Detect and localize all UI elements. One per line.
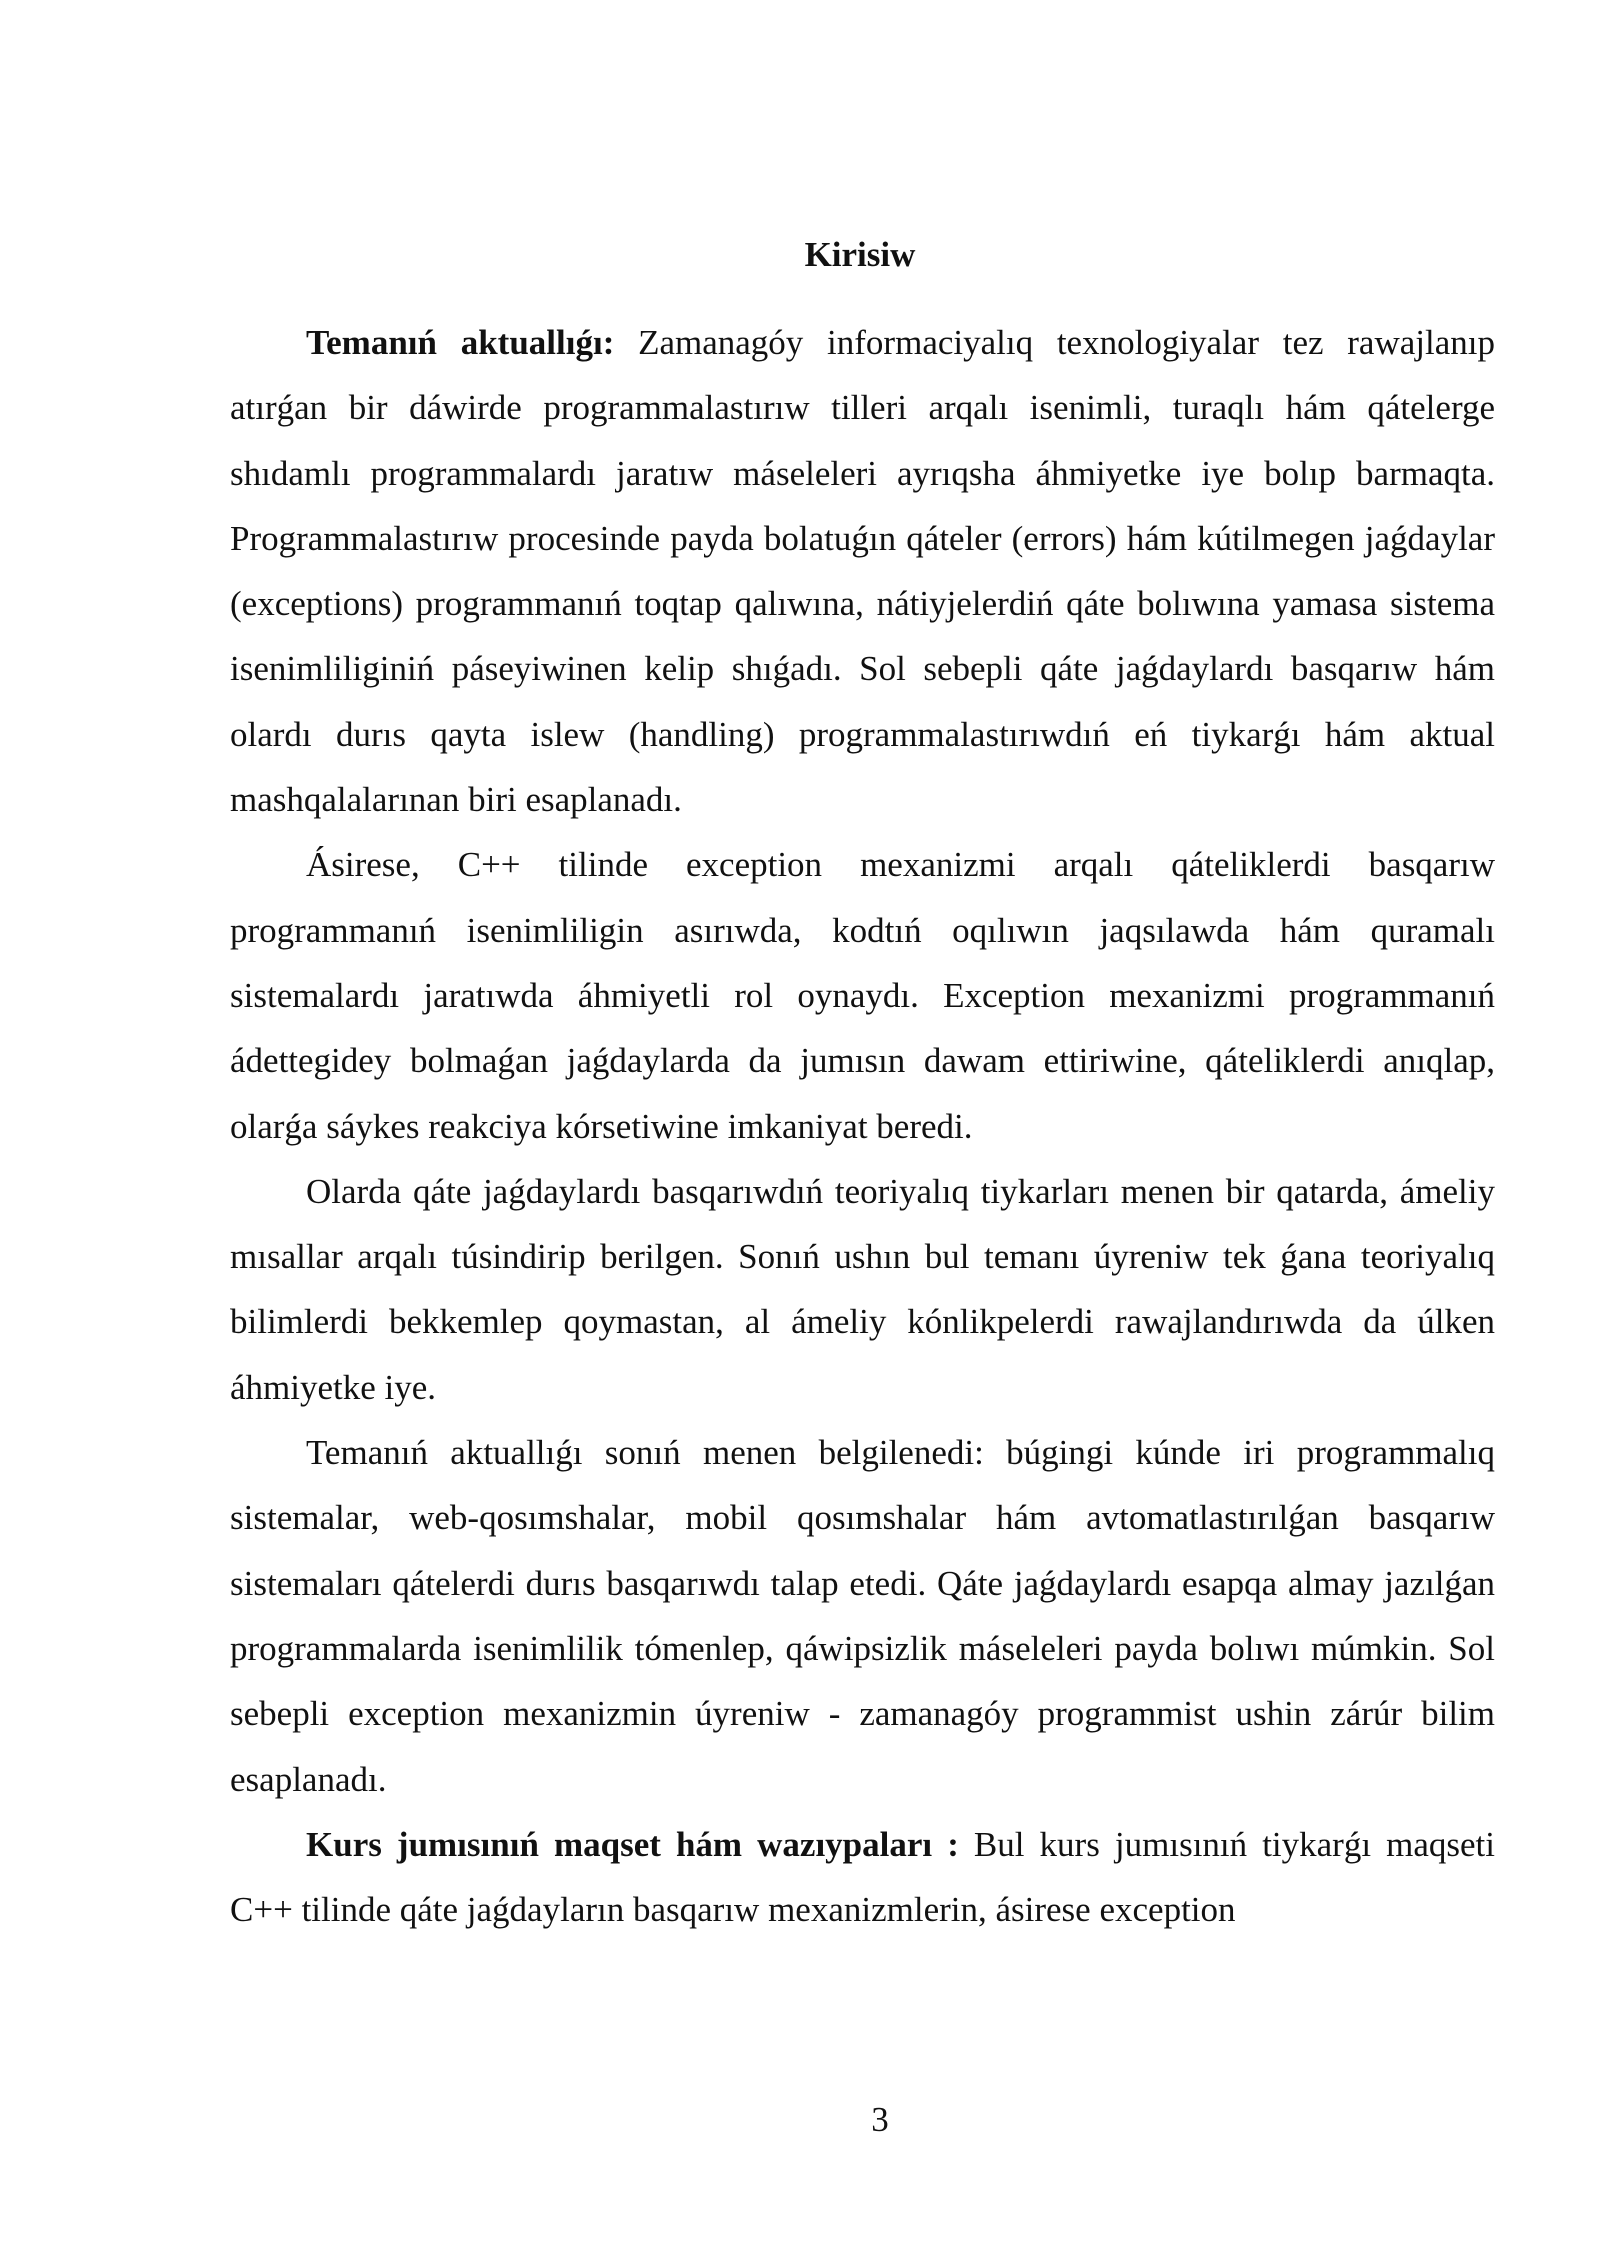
paragraph-lead: Kurs jumısınıń maqset hám wazıypaları : [306, 1824, 959, 1864]
paragraph-text: Bul kurs jumısınıń tiykarǵı maqseti C++ tilinde qáte jaǵdayların basqarıw mexanizmlerin, ásirese exception [230, 1824, 1495, 1930]
paragraph-text: Temanıń aktuallıǵı sonıń menen belgilenedi: búgingi kúnde iri programmalıq sistemalar, web-qosımshalar, mobil qosımshalar hám avtomatlastırılǵan basqarıw sistemaları qátelerdi durıs basqarıwdı talap etedi. Qáte jaǵdaylardı esapqa almay jazılǵan programmalarda isenimlilik tómenlep, qáwipsizlik máseleleri payda bolıwı múmkin. Sol sebepli exception mexanizmin úyreniw - zamanagóy programmist ushin zárúr bilim esaplanadı. [230, 1433, 1495, 1799]
paragraph-text: Ásirese, C++ tilinde exception mexanizmi arqalı qáteliklerdi basqarıw programmanıń isenimliligin asırıwda, kodtıń oqılıwın jaqsılawda hám quramalı sistemalardı jaratıwda áhmiyetli rol oynaydı. Exception mexanizmi programmanıń ádettegidey bolmaǵan jaǵdaylarda da jumısın dawam ettiriwine, qáteliklerdi anıqlap, olarǵa sáykes reakciya kórsetiwine imkaniyat beredi. [230, 845, 1495, 1146]
paragraph-exceptions [230, 832, 1495, 1158]
paragraph-goals [230, 1812, 1495, 1943]
document-body [230, 310, 1495, 1942]
section-heading: Kirisiw [804, 235, 916, 274]
paragraph-relevance [230, 310, 1495, 832]
paragraph-text: Zamanagóy informaciyalıq texnologiyalar tez rawajlanıp atırǵan bir dáwirde programmalastırıw tilleri arqalı isenimli, turaqlı hám qátelerge shıdamlı programmalardı jaratıw máseleleri ayrıqsha áhmiyetke iye bolıp barmaqta. Programmalastırıw procesinde payda bolatuǵın qáteler (errors) hám kútilmegen jaǵdaylar (exceptions) programmanıń toqtap qalıwına, nátiyjelerdiń qáte bolıwına yamasa sistema isenimliliginiń páseyiwinen kelip shıǵadı. Sol sebepli qáte jaǵdaylardı basqarıw hám olardı durıs qayta islew (handling) programmalastırıwdıń eń tiykarǵı hám aktual mashqalalarınan biri esaplanadı. [230, 323, 1495, 820]
page-number: 3 [871, 2100, 889, 2139]
paragraph-relevance-detail [230, 1420, 1495, 1812]
paragraph-lead: Temanıń aktuallıǵı: [306, 323, 615, 362]
paragraph-theory-practice [230, 1159, 1495, 1420]
paragraph-text: Olarda qáte jaǵdaylardı basqarıwdıń teoriyalıq tiykarları menen bir qatarda, ámeliy mısallar arqalı túsindirip berilgen. Sonıń ushın bul temanı úyreniw tek ǵana teoriyalıq bilimlerdi bekkemlep qoymastan, al ámeliy kónlikpelerdi rawajlandırıwda da úlken áhmiyetke iye. [230, 1171, 1495, 1407]
